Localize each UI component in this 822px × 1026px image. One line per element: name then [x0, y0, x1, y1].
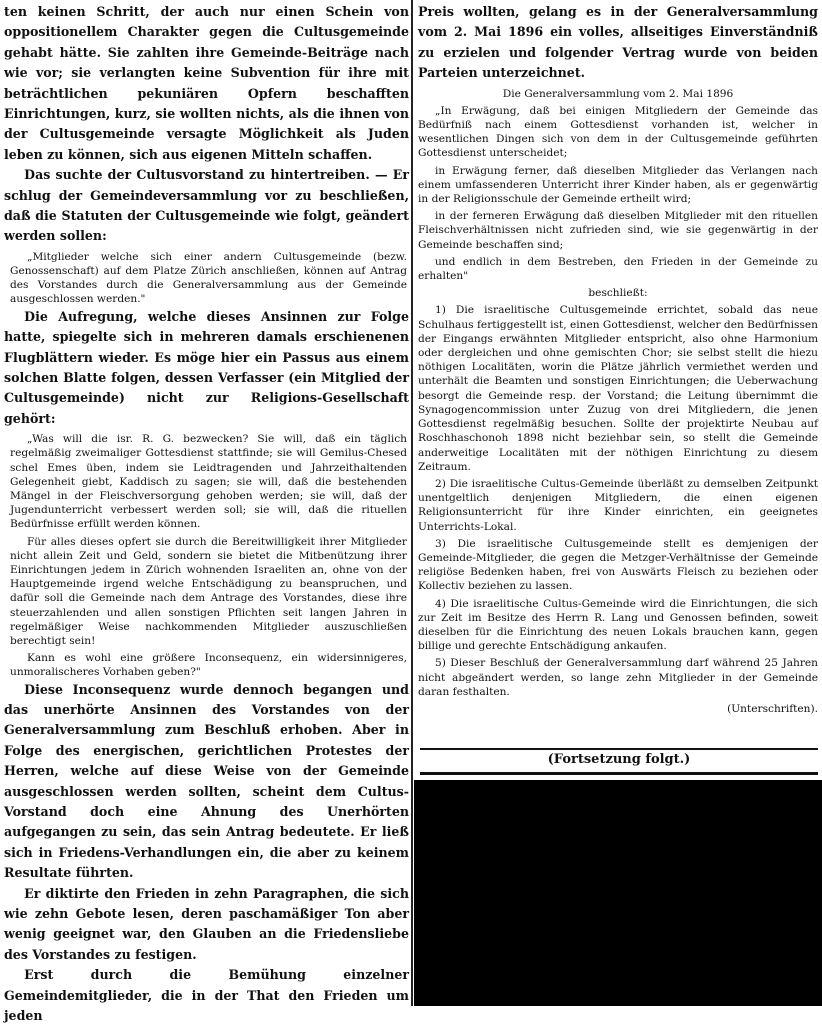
- paragraph: 5) Dieser Beschluß der Generalversammlung darf während 25 Jahren nicht abgeändert werden, so lange zehn Mitglieder in der Gemeinde daran festhalten.: [418, 657, 818, 698]
- paragraph: Diese Inconsequenz wurde dennoch begangen und das unerhörte Ansinnen des Vorstandes von der Generalversammlung zum Beschluß erhoben. Aber in Folge des energischen, gerichtlichen Protestes der Herren, welche auf diese Weise von der Gemeinde ausgeschlossen werden sollten, scheint dem Cultus-Vorstand doch eine Ahnung des Unerhörten aufgegangen zu sein, das sein Antrag bedeutete. Er ließ sich in Friedens-Verhandlungen ein, die aber zu keinem Resultate führten.: [4, 681, 409, 881]
- paragraph: und endlich in dem Bestreben, den Frieden in der Gemeinde zu erhalten": [418, 255, 818, 283]
- left-text-column: [4, 2, 409, 1024]
- blank-black-area: [414, 780, 822, 1006]
- paragraph: 1) Die israelitische Cultusgemeinde errichtet, sobald das neue Schulhaus fertiggestellt ist, einen Gottesdienst, welcher den Bedürfnissen der Eingangs erwähnten Mitglieder entspricht, also ohne Harmonium oder dergleichen und ohne gemischten Chor; sie selbst stellt die hiezu nöthigen Localitäten, worin die Plätze jährlich vermiethet werden und unterhält die Beamten und sonstigen Einrichtungen; die Ueberwachung besorgt die Gemeinde resp. der Vorstand; die Leitung übernimmt die Synagogencommission unter Zuzug von drei Mitgliedern, die jenen Gottesdienst regelmäßig besuchen. Sollte der projektirte Neubau auf Roschhaschonoh 1898 nicht beziehbar sein, so stellt die Gemeinde anderweitige Localitäten mit der nöthigen Einrichtung zu diesem Zeitraum.: [418, 304, 818, 473]
- paragraph: „Mitglieder welche sich einer andern Cultusgemeinde (bezw. Genossenschaft) auf dem Platze Zürich anschließen, können auf Antrag des Vorstandes durch die Generalversammlung aus der Gemeinde ausgeschlossen werden.": [10, 250, 407, 306]
- paragraph: Die Aufregung, welche dieses Ansinnen zur Folge hatte, spiegelte sich in mehreren damals erschienenen Flugblättern wieder. Es möge hier ein Passus aus einem solchen Blatte folgen, dessen Verfasser (ein Mitglied der Cultusgemeinde) nicht zur Religions-Gesellschaft gehört:: [4, 308, 409, 426]
- paragraph: (Unterschriften).: [727, 702, 818, 715]
- paragraph: beschließt:: [588, 287, 648, 300]
- paragraph: Das suchte der Cultusvorstand zu hintertreiben. — Er schlug der Gemeindeversammlung vor zu beschließen, daß die Statuten der Cultusgemeinde wie folgt, geändert werden sollen:: [4, 167, 409, 244]
- continuation-note: (Fortsetzung folgt.): [547, 752, 691, 767]
- rule-below-continuation: [420, 772, 818, 775]
- paragraph: 3) Die israelitische Cultusgemeinde stellt es demjenigen der Gemeinde-Mitglieder, die gegen die Metzger-Verhältnisse der Gemeinde religiöse Bedenken haben, frei von Auswärts Fleisch zu beziehen oder Kollectiv beziehen zu lassen.: [418, 537, 818, 593]
- paragraph: 4) Die israelitische Cultus-Gemeinde wird die Einrichtungen, die sich zur Zeit im Besitze des Herrn R. Lang und Genossen befinden, soweit dieselben für die Einrichtung des neuen Lokals brauchen kann, gegen billige und gerechte Entschädigung ankaufen.: [418, 597, 818, 653]
- paragraph: 2) Die israelitische Cultus-Gemeinde überläßt zu demselben Zeitpunkt unentgeltlich denjenigen Mitgliedern, die einen eigenen Religionsunterricht für ihre Kinder einrichten, ein geeignetes Unterrichts-Lokal.: [418, 477, 818, 533]
- paragraph: Erst durch die Bemühung einzelner Gemeindemitglieder, die in der That den Frieden um jeden: [4, 967, 409, 1024]
- column-divider: [411, 0, 413, 1006]
- paragraph: Er diktirte den Frieden in zehn Paragraphen, die sich wie zehn Gebote lesen, deren paschamäßiger Ton aber wenig geeignet war, den Glauben an die Friedensliebe des Vorstandes zu festigen.: [4, 885, 409, 962]
- paragraph: in der ferneren Erwägung daß dieselben Mitglieder mit den rituellen Fleischverhältnissen nicht zufrieden sind, wie sie gegenwärtig in der Gemeinde beschaffen sind;: [418, 210, 818, 251]
- paragraph: Preis wollten, gelang es in der Generalversammlung vom 2. Mai 1896 ein volles, allseitiges Einverständniß zu erzielen und folgender Vertrag wurde von beiden Parteien unterzeichnet.: [418, 4, 818, 81]
- paragraph: in Erwägung ferner, daß dieselben Mitglieder das Verlangen nach einem umfassenderen Unterricht ihrer Kinder haben, als er gegenwärtig in der Religionsschule der Gemeinde ertheilt wird;: [418, 164, 818, 206]
- paragraph: Die Generalversammlung vom 2. Mai 1896: [502, 87, 734, 100]
- right-text-column: [418, 2, 818, 774]
- paragraph: „Was will die isr. R. G. bezwecken? Sie will, daß ein täglich regelmäßig zweimaliger Gottesdienst stattfinde; sie will Gemilus-Chesed schel Emes üben, indem sie Leidtragenden und Jahrzeithaltenden Gelegenheit giebt, Kaddisch zu sagen; sie will, daß die bestehenden Mängel in der Fleischversorgung gehoben werden; sie will, daß der Jugendunterricht verbessert werden soll; sie will, daß die rituellen Bedürfnisse erfüllt werden können.: [10, 433, 407, 531]
- paragraph: Kann es wohl eine größere Inconsequenz, ein widersinnigeres, unmoralischeres Vorhaben geben?": [10, 652, 407, 679]
- paragraph: Für alles dieses opfert sie durch die Bereitwilligkeit ihrer Mitglieder nicht allein Zeit und Geld, sondern sie bietet die Mitbenützung ihrer Einrichtungen jedem in Zürich wohnenden Israeliten an, ohne von der Hauptgemeinde irgend welche Entschädigung zu beanspruchen, und dafür soll die Gemeinde nach dem Antrage des Vorstandes, diese ihre steuerzahlenden und allen sonstigen Pflichten seit langen Jahren in regelmäßiger Weise nachkommenden Mitglieder auszuschließen berechtigt sein!: [10, 535, 407, 647]
- paragraph: ten keinen Schritt, der auch nur einen Schein von oppositionellem Charakter gegen die Cultusgemeinde gehabt hätte. Sie zahlten ihre Gemeinde-Beiträge nach wie vor; sie verlangten keine Subvention für ihre mit beträchtlichen pekuniären Opfern beschafften Einrichtungen, kurz, sie wollten nichts, als die ihnen von der Cultusgemeinde versagte Möglichkeit als Juden leben zu können, sich aus eigenen Mitteln schaffen.: [4, 4, 409, 162]
- paragraph: „In Erwägung, daß bei einigen Mitgliedern der Gemeinde das Bedürfniß nach einem Gottesdienst vorhanden ist, welcher in wesentlichen Dingen sich von dem in der Cultusgemeinde geführten Gottesdienst unterscheidet;: [418, 104, 818, 160]
